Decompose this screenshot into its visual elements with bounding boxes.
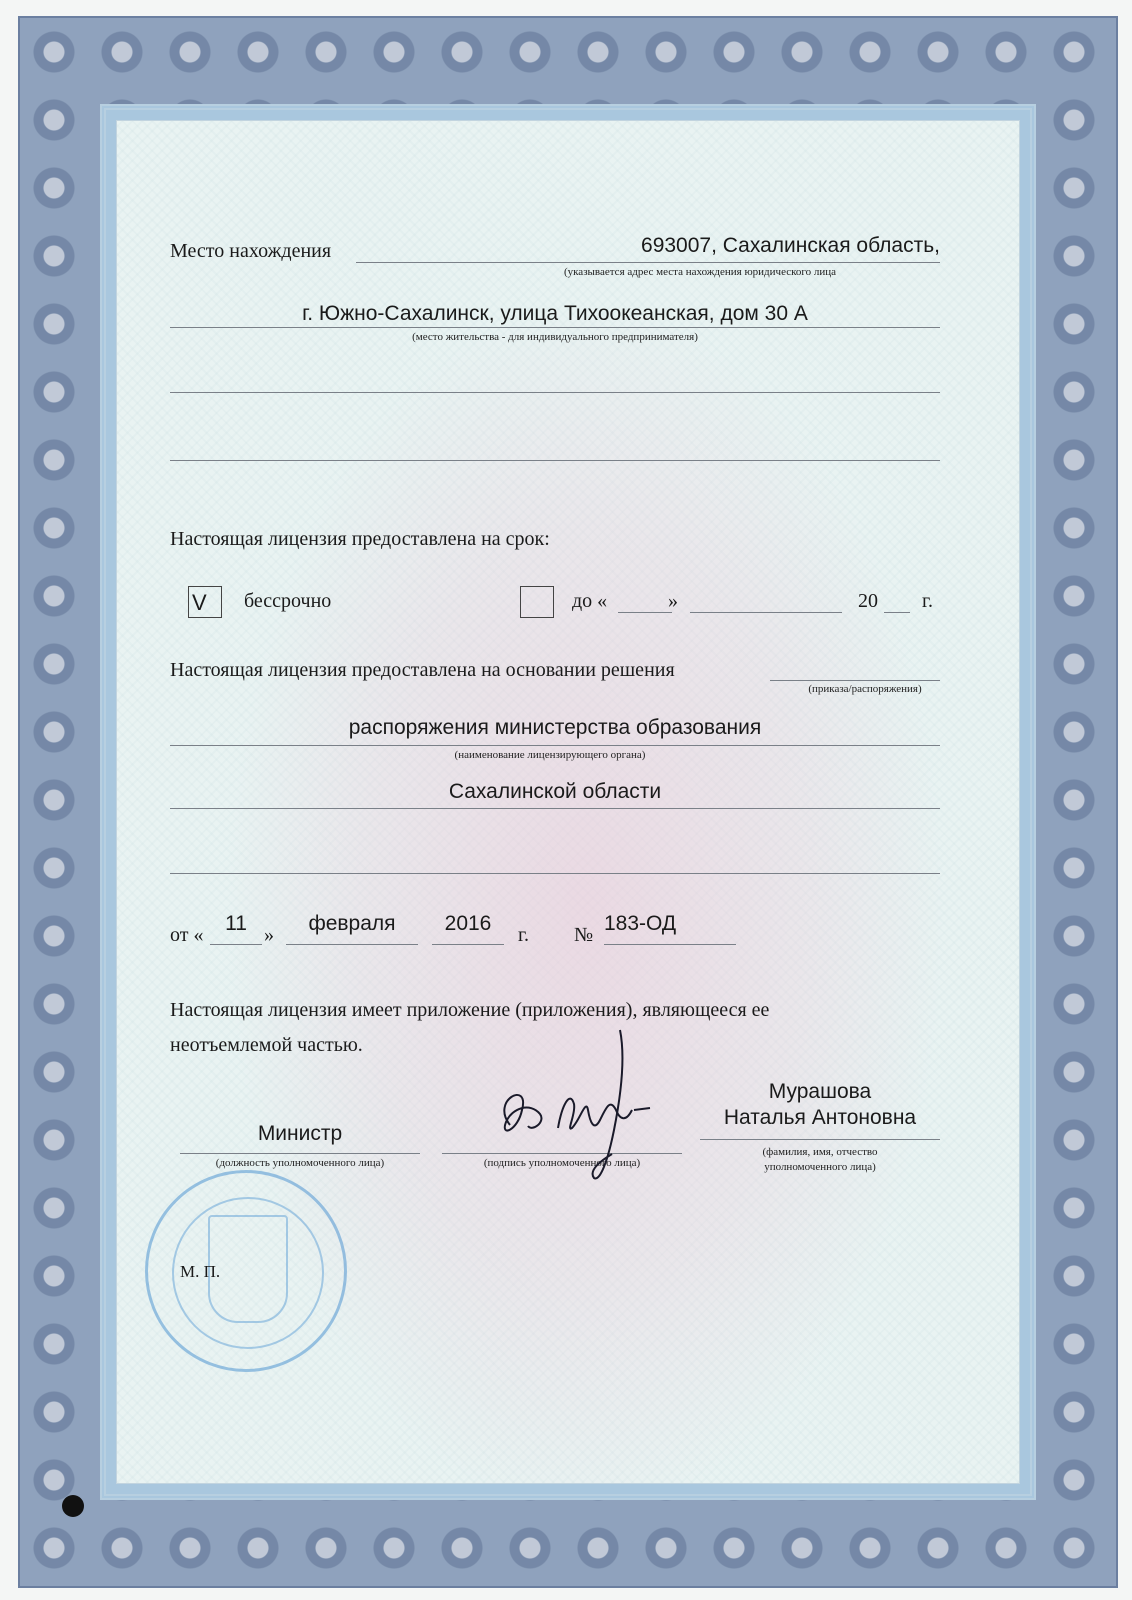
until-month-line [690,612,842,613]
date-close: » [264,924,274,946]
basis-line-1 [170,745,940,746]
official-seal-stamp [145,1170,347,1372]
handwritten-signature [470,1010,670,1200]
position-caption: (должность уполномоченного лица) [215,1157,385,1169]
signatory-name: Наталья Антоновна [723,1106,917,1129]
unlimited-checkbox[interactable] [188,586,222,618]
position-line [180,1153,420,1154]
number-line [604,944,736,945]
basis-order-caption: (приказа/распоряжения) [808,683,922,695]
term-label: Настоящая лицензия предоставлена на срок: [170,528,550,550]
until-checkbox[interactable] [520,586,554,618]
blank-line-3 [170,873,940,874]
appendix-line-1: Настоящая лицензия имеет приложение (приложения), являющееся ее [170,999,770,1021]
number-sign: № [574,924,594,946]
basis-line-2 [170,808,940,809]
signatory-position: Министр [257,1122,343,1145]
until-year-prefix: 20 [858,590,878,612]
signatory-surname: Мурашова [768,1080,872,1103]
until-prefix: до « [572,590,608,612]
until-year-suffix: г. [922,590,933,612]
date-month: февраля [308,912,396,935]
date-day: 11 [225,912,247,935]
order-number: 183-ОД [604,912,677,935]
date-day-line [210,944,262,945]
date-prefix: от « [170,924,204,946]
seal-place-label: М. П. [180,1262,221,1281]
basis-value-1: распоряжения министерства образования [348,716,762,739]
appendix-line-2: неотъемлемой частью. [170,1034,363,1056]
location-label: Место нахождения [170,240,332,262]
until-year-line [884,612,910,613]
unlimited-label: бессрочно [244,590,332,612]
basis-value-2: Сахалинской области [448,780,662,803]
blank-line-1 [170,392,940,393]
location-line-1 [356,262,940,263]
location-value-1: 693007, Сахалинская область, [641,234,940,257]
basis-order-line [770,680,940,681]
date-year-line [432,944,504,945]
basis-authority-caption: (наименование лицензирующего органа) [454,749,646,761]
date-month-line [286,944,418,945]
name-caption-1: (фамилия, имя, отчество [762,1146,878,1158]
signature-caption: (подпись уполномоченного лица) [483,1157,641,1169]
date-year: 2016 [444,912,492,935]
location-caption-1: (указывается адрес места нахождения юридического лица [563,266,837,278]
location-line-2 [170,327,940,328]
until-close: » [668,590,678,612]
location-value-2: г. Южно-Сахалинск, улица Тихоокеанская, дом 30 А [302,302,808,325]
until-day-line [618,612,672,613]
punch-hole-dot [62,1495,84,1517]
blank-line-2 [170,460,940,461]
location-caption-2: (место жительства - для индивидуального предпринимателя) [412,331,698,343]
basis-label: Настоящая лицензия предоставлена на основании решения [170,659,675,681]
checkbox-mark: V [192,590,207,615]
name-caption-2: уполномоченного лица) [764,1161,876,1173]
date-year-suffix: г. [518,924,529,946]
name-line [700,1139,940,1140]
